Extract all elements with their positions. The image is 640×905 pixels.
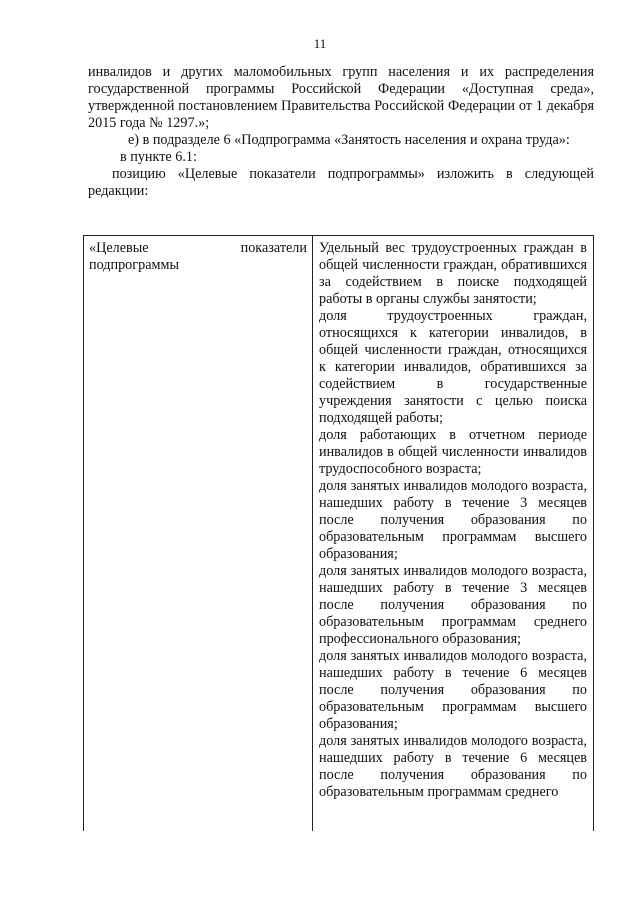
- paragraph-subsection-e: е) в подразделе 6 «Подпрограмма «Занятость населения и охрана труда»:: [128, 132, 570, 148]
- table-right-cell: [313, 236, 593, 831]
- page-number: 11: [313, 36, 327, 51]
- indicator-item: доля занятых инвалидов молодого возраста, нашедших работу в течение 6 месяцев после получения образования по образовательным программам высшего образования;: [319, 648, 587, 732]
- paragraph-continuation: инвалидов и других маломобильных групп населения и их распределения государственной программы Российской Федерации «Доступная среда», утвержденной постановлением Правительства Российской Федерации от 1 декабря 2015 года № 1297.»;: [88, 64, 594, 131]
- indicator-item: Удельный вес трудоустроенных граждан в общей численности граждан, обратившихся за содействием в поиске подходящей работы в органы службы занятости;: [319, 240, 587, 307]
- indicator-item: доля работающих в отчетном периоде инвалидов в общей численности инвалидов трудоспособного возраста;: [319, 427, 587, 477]
- indicator-item: доля занятых инвалидов молодого возраста, нашедших работу в течение 6 месяцев после получения образования по образовательным программам среднего: [319, 733, 587, 800]
- indicator-item: доля занятых инвалидов молодого возраста, нашедших работу в течение 3 месяцев после получения образования по образовательным программам среднего профессионального образования;: [319, 563, 587, 647]
- paragraph-point-6-1: в пункте 6.1:: [120, 149, 197, 165]
- indicator-item: доля занятых инвалидов молодого возраста, нашедших работу в течение 3 месяцев после получения образования по образовательным программам высшего образования;: [319, 478, 587, 562]
- table-left-cell: «Целевые показатели подпрограммы: [84, 236, 313, 831]
- document-body: [88, 64, 594, 200]
- paragraph-position: позицию «Целевые показатели подпрограммы» изложить в следующей редакции:: [88, 166, 594, 199]
- indicators-table: [83, 235, 594, 831]
- indicator-item: доля трудоустроенных граждан, относящихся к категории инвалидов, в общей численности граждан, относящихся к категории инвалидов, обратившихся за содействием в государственные учреждения занятости с целью поиска подходящей работы;: [319, 308, 587, 426]
